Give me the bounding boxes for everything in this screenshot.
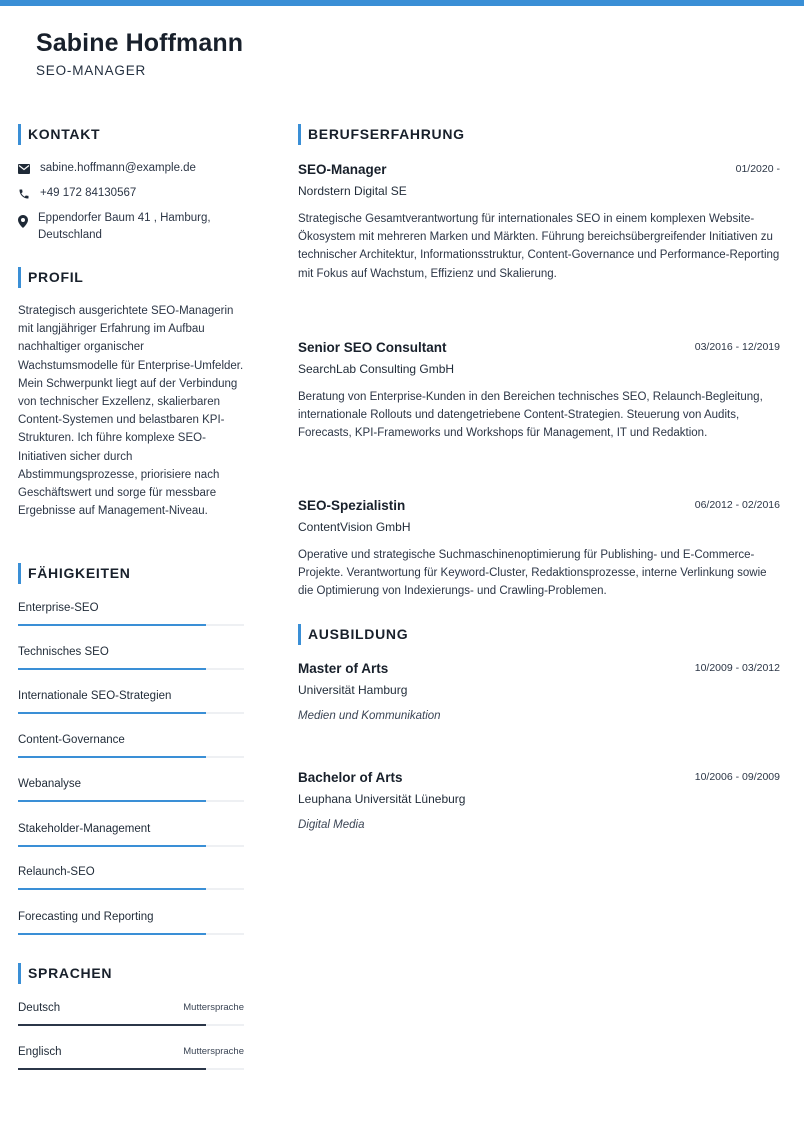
- degree-school: Leuphana Universität Lüneburg: [298, 792, 466, 806]
- section-title-experience: BERUFSERFAHRUNG: [298, 124, 465, 145]
- skill-label: Technisches SEO: [18, 646, 109, 658]
- skill-item: [18, 732, 244, 762]
- degree-title: Bachelor of Arts: [298, 770, 403, 785]
- skill-bar-fill: [18, 845, 206, 847]
- phone-icon: [18, 185, 32, 202]
- skill-label: Enterprise-SEO: [18, 602, 99, 614]
- experience-item: [298, 497, 780, 601]
- contact-address: [18, 210, 211, 244]
- skill-item: [18, 600, 244, 630]
- skill-bar-track: [18, 624, 244, 626]
- section-title-education: AUSBILDUNG: [298, 624, 408, 645]
- education-item: [298, 660, 780, 724]
- contact-email: [18, 160, 196, 177]
- language-label: Englisch: [18, 1046, 62, 1058]
- skill-bar-track: [18, 888, 244, 890]
- candidate-role: SEO-MANAGER: [36, 63, 147, 78]
- degree-field: Digital Media: [298, 819, 365, 831]
- skill-bar-track: [18, 756, 244, 758]
- skill-item: [18, 688, 244, 718]
- skill-bar-fill: [18, 800, 206, 802]
- job-company: Nordstern Digital SE: [298, 184, 407, 198]
- skill-label: Content-Governance: [18, 734, 125, 746]
- language-bar-fill: [18, 1024, 206, 1026]
- language-item: [18, 1000, 244, 1030]
- skill-bar-fill: [18, 888, 206, 890]
- skill-bar-fill: [18, 624, 206, 626]
- language-label: Deutsch: [18, 1002, 61, 1014]
- skill-item: [18, 821, 244, 851]
- section-title-languages: SPRACHEN: [18, 963, 112, 984]
- experience-item: [298, 161, 780, 283]
- contact-email-text[interactable]: sabine.hoffmann@example.de: [40, 162, 196, 174]
- skill-item: [18, 644, 244, 674]
- degree-date: 10/2006 - 09/2009: [694, 771, 780, 783]
- degree-school: Universität Hamburg: [298, 683, 408, 697]
- skill-item: [18, 909, 244, 939]
- contact-phone: [18, 185, 136, 202]
- skill-label: Internationale SEO-Strategien: [18, 690, 172, 702]
- job-date: 03/2016 - 12/2019: [694, 341, 780, 353]
- job-date: 01/2020 -: [735, 163, 780, 175]
- job-date: 06/2012 - 02/2016: [694, 499, 780, 511]
- job-description: Operative und strategische Suchmaschinenoptimierung für Publishing- und E-Commerce-Projekte. Verantwortung für Keyword-Cluster, Redaktionsprozesse, interne Verlinkung sowie die Optimierung von Indexierungs- und Crawling-Problemen.: [298, 549, 767, 598]
- contact-address-line2: Deutschland: [38, 229, 102, 241]
- skill-item: [18, 864, 244, 894]
- skill-bar-track: [18, 800, 244, 802]
- language-level: Muttersprache: [183, 1002, 244, 1013]
- candidate-name: Sabine Hoffmann: [36, 29, 244, 57]
- skill-label: Stakeholder-Management: [18, 823, 151, 835]
- skill-label: Webanalyse: [18, 778, 82, 790]
- skill-bar-track: [18, 712, 244, 714]
- job-title: SEO-Manager: [298, 162, 387, 177]
- skill-bar-fill: [18, 712, 206, 714]
- contact-address-line1: Eppendorfer Baum 41 , Hamburg,: [38, 212, 211, 224]
- mail-icon: [18, 160, 32, 177]
- language-bar-track: [18, 1024, 244, 1026]
- language-bar-track: [18, 1068, 244, 1070]
- skill-item: [18, 776, 244, 806]
- degree-field: Medien und Kommunikation: [298, 710, 441, 722]
- skill-bar-track: [18, 933, 244, 935]
- degree-title: Master of Arts: [298, 661, 389, 676]
- skill-bar-track: [18, 845, 244, 847]
- job-description: Strategische Gesamtverantwortung für internationales SEO in einem komplexen Website-Ökosystem mit mehreren Marken und Märkten. Führung bereichsübergreifender Initiativen zu technischer Architektur, Informationsstruktur, Content-Governance und Performance-Reporting mit Fokus auf Wachstum, Effizienz und Skalierung.: [298, 213, 780, 280]
- language-item: [18, 1044, 244, 1074]
- section-title-contact: KONTAKT: [18, 124, 100, 145]
- experience-item: [298, 339, 780, 443]
- language-level: Muttersprache: [183, 1046, 244, 1057]
- skill-bar-fill: [18, 756, 206, 758]
- skill-bar-fill: [18, 933, 206, 935]
- skill-bar-fill: [18, 668, 206, 670]
- job-company: ContentVision GmbH: [298, 520, 411, 534]
- job-company: SearchLab Consulting GmbH: [298, 362, 455, 376]
- top-accent-bar: [0, 0, 804, 6]
- skill-label: Relaunch-SEO: [18, 866, 95, 878]
- language-bar-fill: [18, 1068, 206, 1070]
- skill-bar-track: [18, 668, 244, 670]
- contact-phone-text[interactable]: +49 172 84130567: [40, 187, 137, 199]
- skill-label: Forecasting und Reporting: [18, 911, 154, 923]
- job-title: SEO-Spezialistin: [298, 498, 406, 513]
- location-pin-icon: [18, 210, 32, 227]
- section-title-profile: PROFIL: [18, 267, 84, 288]
- education-item: [298, 769, 780, 833]
- section-title-skills: FÄHIGKEITEN: [18, 563, 131, 584]
- profile-text: Strategisch ausgerichtete SEO-Managerin mit langjähriger Erfahrung im Aufbau nachhaltiger organischer Wachstumsmodelle für Enterprise-Umfelder. Mein Schwerpunkt liegt auf der Verbindung von technischer Exzellenz, skalierbaren Content-Systemen und belastbaren KPI-Strukturen. Ich führe komplexe SEO-Initiativen sicher durch Abstimmungsprozesse, priorisiere nach Geschäftswert und sorge für messbare Ergebnisse auf Management-Niveau.: [18, 305, 244, 518]
- job-title: Senior SEO Consultant: [298, 340, 447, 355]
- job-description: Beratung von Enterprise-Kunden in den Bereichen technisches SEO, Relaunch-Begleitung, internationale Rollouts und datengetriebene Content-Strategien. Steuerung von Audits, Forecasts, KPI-Frameworks und Workshops für Management, IT und Redaktion.: [298, 391, 763, 440]
- degree-date: 10/2009 - 03/2012: [694, 662, 780, 674]
